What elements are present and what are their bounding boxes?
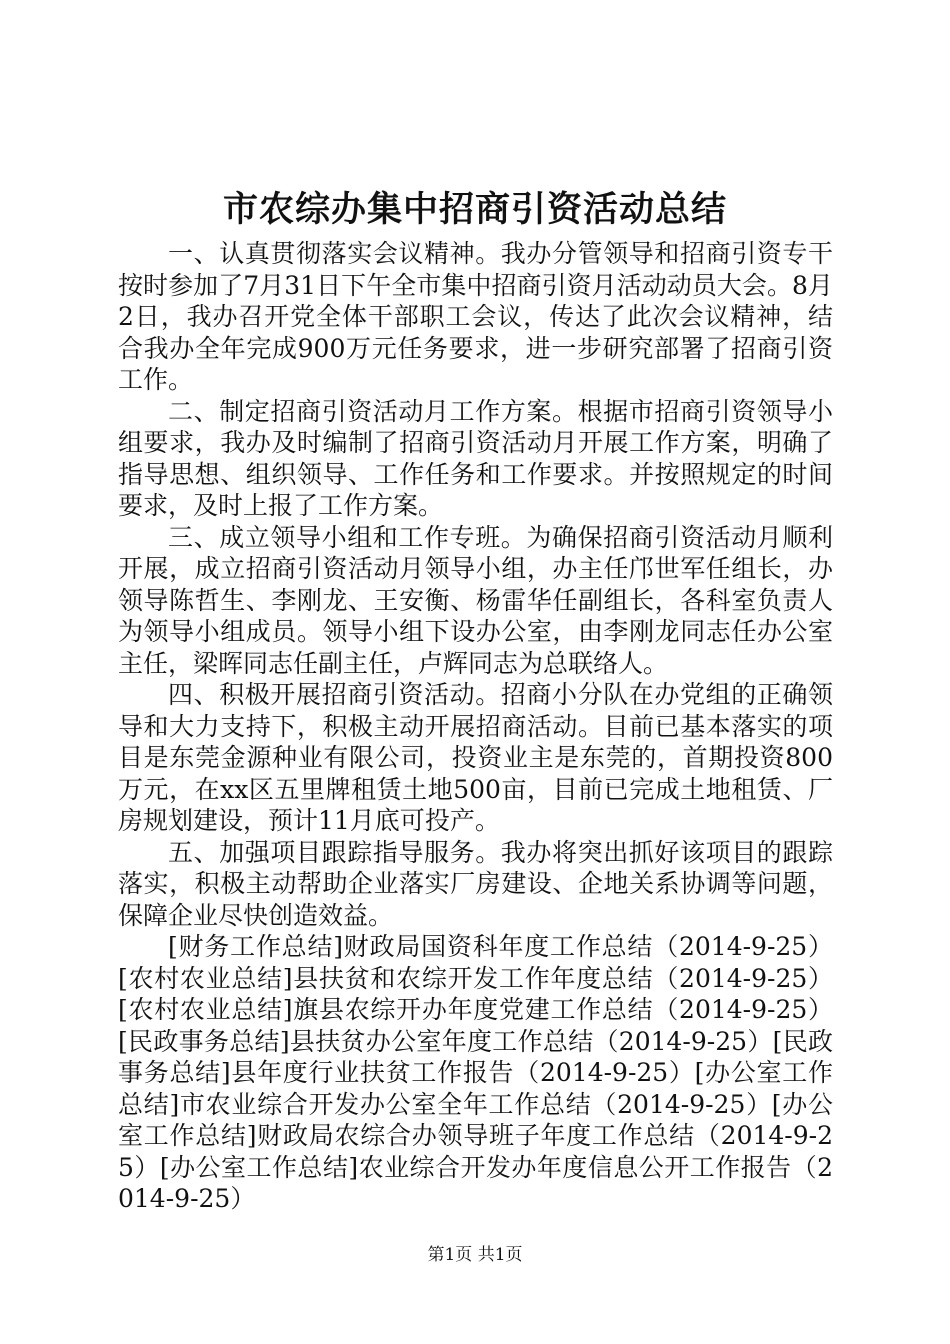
paragraph-1: 一、认真贯彻落实会议精神。我办分管领导和招商引资专干按时参加了7月31日下午全市集中招商引资月活动动员大会。8月2日，我办召开党全体干部职工会议，传达了此次会议精神，结合我办全年完成900万元任务要求，进一步研究部署了招商引资工作。 bbox=[118, 239, 833, 394]
paragraph-3: 三、成立领导小组和工作专班。为确保招商引资活动月顺利开展，成立招商引资活动月领导小组，办主任邝世军任组长，办领导陈哲生、李刚龙、王安衡、杨雷华任副组长，各科室负责人为领导小组成员。领导小组下设办公室，由李刚龙同志任办公室主任，梁晖同志任副主任，卢辉同志为总联络人。 bbox=[118, 522, 833, 678]
paragraph-4: 四、积极开展招商引资活动。招商小分队在办党组的正确领导和大力支持下，积极主动开展招商活动。目前已基本落实的项目是东莞金源种业有限公司，投资业主是东莞的，首期投资800万元，在xx区五里牌租赁土地500亩，目前已完成土地租赁、厂房规划建设，预计11月底可投产。 bbox=[118, 680, 833, 835]
document-body bbox=[118, 238, 833, 1215]
document-title: 市农综办集中招商引资活动总结 bbox=[222, 189, 727, 230]
paragraph-5: 五、加强项目跟踪指导服务。我办将突出抓好该项目的跟踪落实，积极主动帮助企业落实厂房建设、企地关系协调等问题，保障企业尽快创造效益。 bbox=[118, 837, 833, 930]
page-footer: 第1页 共1页 bbox=[427, 1245, 523, 1265]
paragraph-2: 二、制定招商引资活动月工作方案。根据市招商引资领导小组要求，我办及时编制了招商引资活动月开展工作方案，明确了指导思想、组织领导、工作任务和工作要求。并按照规定的时间要求，及时上报了工作方案。 bbox=[118, 396, 833, 520]
related-links-paragraph[interactable]: [财务工作总结]财政局国资科年度工作总结（2014-9-25）[农村农业总结]县扶贫和农综开发工作年度总结（2014-9-25）[农村农业总结]旗县农综开办年度党建工作总结（2014-9-25）[民政事务总结]县扶贫办公室年度工作总结（2014-9-25）[民政事务总结]县年度行业扶贫工作报告（2014-9-25）[办公室工作总结]市农业综合开发办公室全年工作总结（2014-9-25）[办公室工作总结]财政局农综合办领导班子年度工作总结（2014-9-25）[办公室工作总结]农业综合开发办年度信息公开工作报告（2014-9-25） bbox=[118, 932, 833, 1213]
